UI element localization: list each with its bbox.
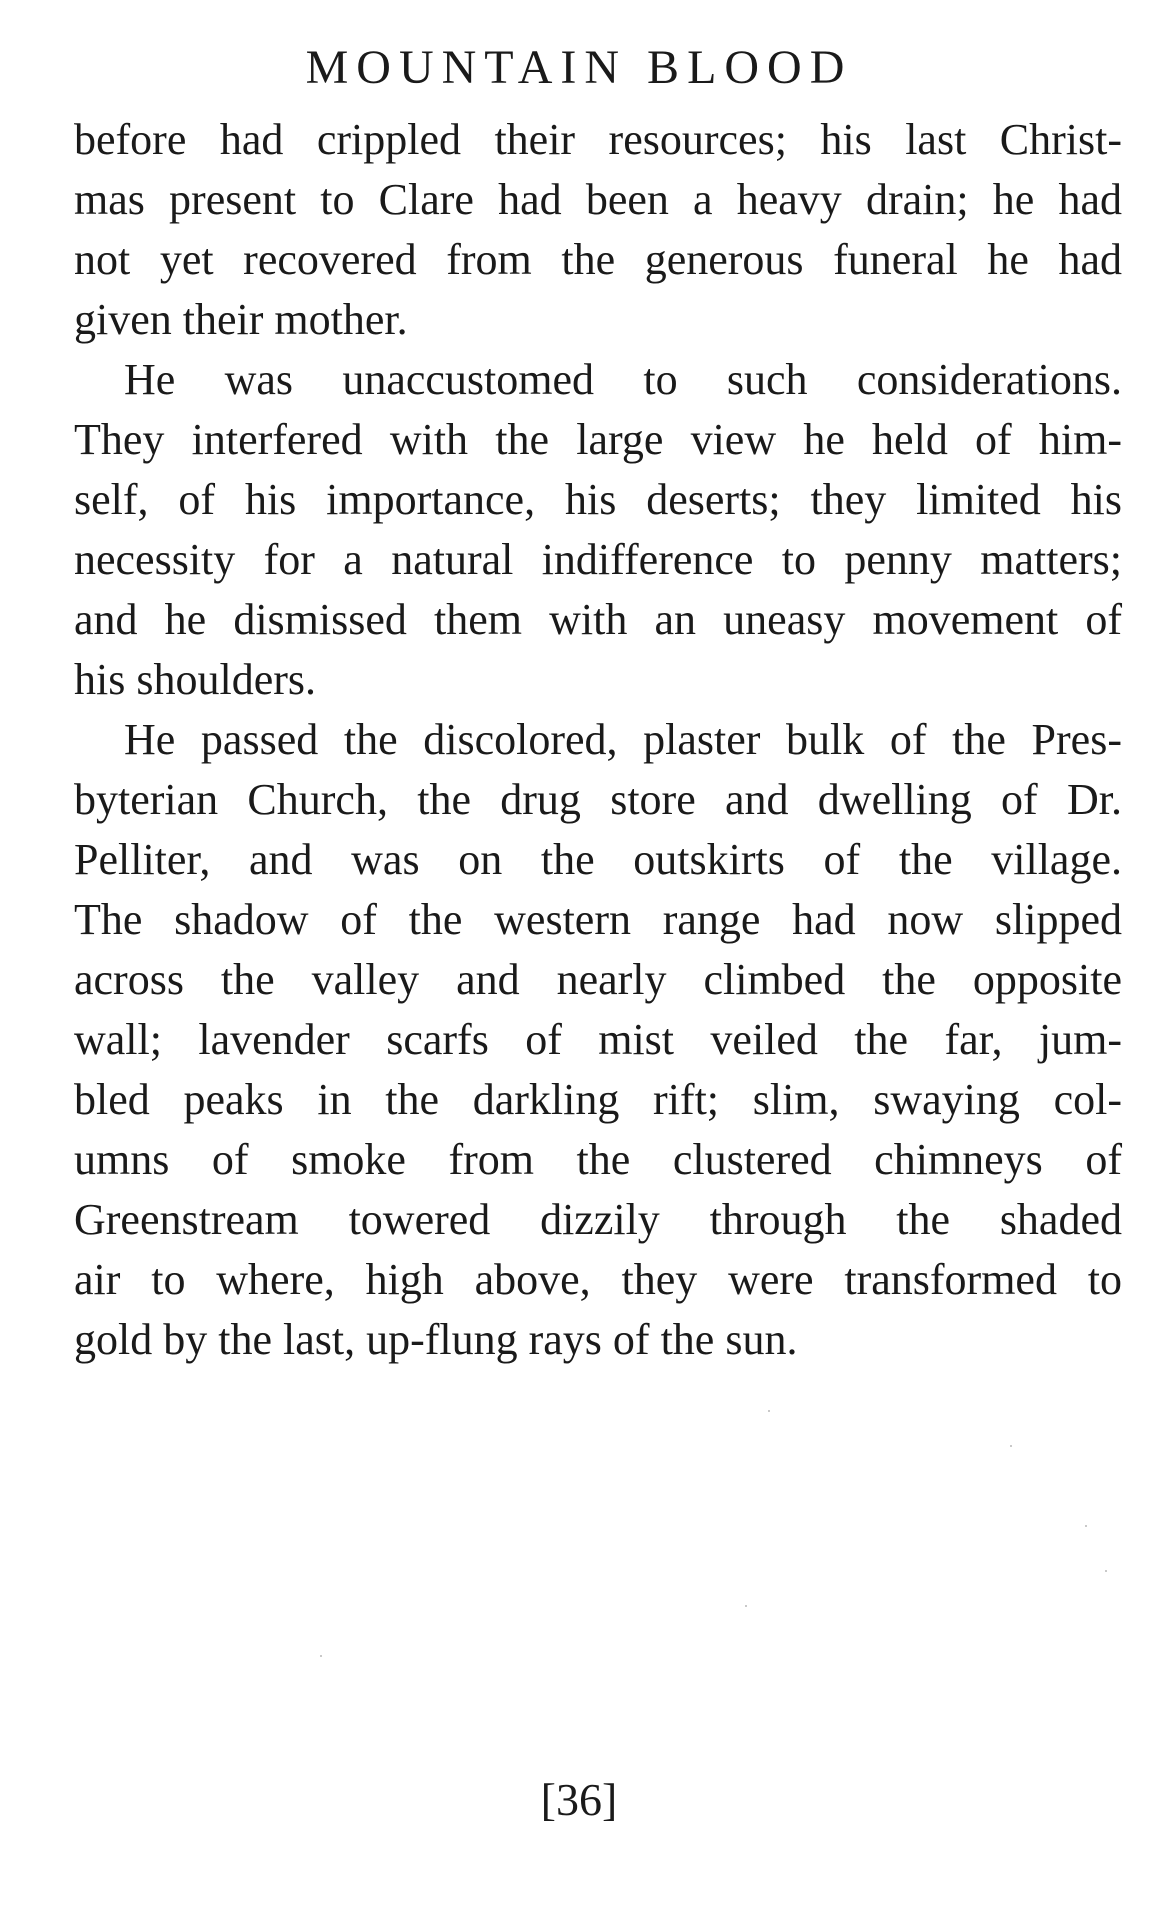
text-line: and he dismissed them with an uneasy movement of xyxy=(74,595,1122,644)
scan-speck xyxy=(1085,1525,1087,1527)
text-line: The shadow of the western range had now slipped xyxy=(74,895,1122,944)
text-line: his shoulders. xyxy=(74,655,316,704)
page-number: [36] xyxy=(540,1774,618,1825)
text-line: across the valley and nearly climbed the opposite xyxy=(74,955,1122,1004)
text-line: self, of his importance, his deserts; they limited his xyxy=(74,475,1122,524)
text-line: bled peaks in the darkling rift; slim, swaying col- xyxy=(74,1075,1122,1124)
text-line: necessity for a natural indifference to penny matters; xyxy=(74,535,1122,584)
text-line: umns of smoke from the clustered chimneys of xyxy=(74,1135,1122,1184)
body-text xyxy=(74,110,1122,1370)
scan-speck xyxy=(1010,1445,1012,1447)
text-line: gold by the last, up-flung rays of the sun. xyxy=(74,1315,798,1364)
text-line: Greenstream towered dizzily through the shaded xyxy=(74,1195,1122,1244)
scan-speck xyxy=(745,1605,747,1607)
running-head: MOUNTAIN BLOOD xyxy=(305,41,853,94)
scan-speck xyxy=(320,1655,322,1657)
text-line: byterian Church, the drug store and dwelling of Dr. xyxy=(74,775,1122,824)
text-line: wall; lavender scarfs of mist veiled the far, jum- xyxy=(74,1015,1122,1064)
paragraph-2 xyxy=(74,350,1122,710)
paragraph-3 xyxy=(74,710,1122,1370)
text-line: He was unaccustomed to such considerations. xyxy=(124,355,1122,404)
text-line: He passed the discolored, plaster bulk of the Pres- xyxy=(124,715,1122,764)
text-line: not yet recovered from the generous funeral he had xyxy=(74,235,1122,284)
scan-speck xyxy=(1105,1570,1107,1572)
text-line: given their mother. xyxy=(74,295,408,344)
text-line: Pelliter, and was on the outskirts of the village. xyxy=(74,835,1122,884)
text-line: before had crippled their resources; his last Christ- xyxy=(74,115,1122,164)
text-line: mas present to Clare had been a heavy drain; he had xyxy=(74,175,1122,224)
text-line: air to where, high above, they were transformed to xyxy=(74,1255,1122,1304)
paragraph-1 xyxy=(74,110,1122,350)
text-line: They interfered with the large view he held of him- xyxy=(74,415,1122,464)
scan-speck xyxy=(768,1410,770,1412)
